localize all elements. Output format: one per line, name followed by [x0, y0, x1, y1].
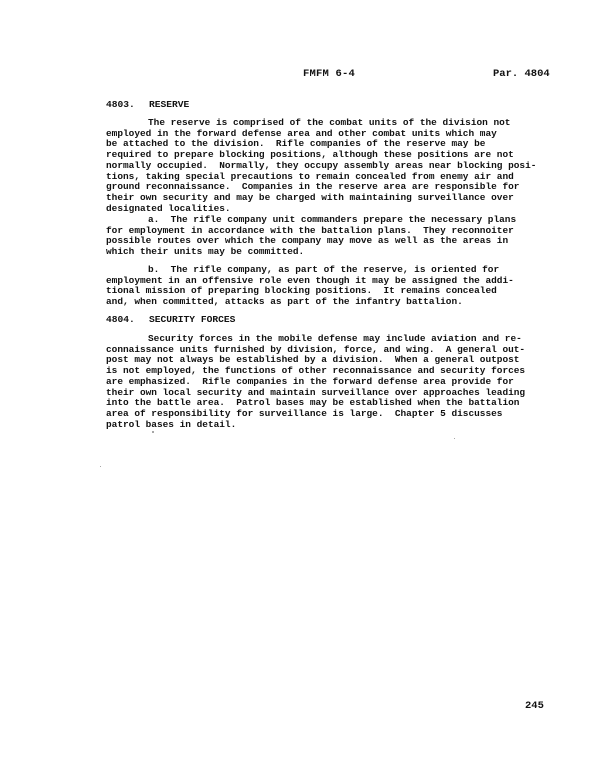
text-line: and, when committed, attacks as part of the infantry battalion. [106, 296, 463, 308]
text-line: be attached to the division. Rifle companies of the reserve may be [106, 138, 486, 150]
manual-header: FMFM 6-4 [303, 68, 356, 80]
text-line: a. The rifle company unit commanders prepare the necessary plans [148, 214, 517, 225]
section-title: RESERVE [149, 99, 190, 110]
page-number: 245 [525, 700, 544, 712]
text-line: tional mission of preparing blocking positions. It remains concealed [106, 285, 497, 297]
section-heading-reserve [106, 99, 189, 110]
text-line: possible routes over which the company may move as well as the areas in [106, 235, 509, 247]
paragraph-reference: Par. 4804 [493, 68, 550, 80]
section-heading-security-forces [106, 314, 235, 325]
text-line: area of responsibility for surveillance is large. Chapter 5 discusses [106, 407, 503, 419]
text-line: connaissance units furnished by division, force, and wing. A general out- [106, 343, 526, 355]
paragraph-security-forces [106, 334, 568, 430]
paragraph-reserve-a [106, 215, 568, 258]
text-line: tions, taking special precautions to remain concealed from enemy air and [106, 170, 514, 182]
section-number: 4804. [106, 314, 135, 325]
text-line: their own local security and maintain surveillance over approaches leading [106, 386, 526, 398]
text-line: normally occupied. Normally, they occupy assembly areas near blocking posi- [106, 159, 537, 171]
text-line: Security forces in the mobile defense may include aviation and re- [148, 333, 522, 344]
text-line: b. The rifle company, as part of the reserve, is oriented for [148, 264, 500, 275]
text-line: employment in an offensive role even though it may be assigned the addi- [106, 274, 514, 286]
section-number: 4803. [106, 99, 135, 110]
text-line: are emphasized. Rifle companies in the forward defense area provide for [106, 375, 514, 387]
text-line: is not employed, the functions of other reconnaissance and security forces [106, 365, 526, 377]
text-line: which their units may be committed. [106, 246, 305, 258]
text-line: their own security and may be charged with maintaining surveillance over [106, 191, 514, 203]
paragraph-reserve-intro [106, 118, 568, 214]
text-line: for employment in accordance with the battalion plans. They reconnoiter [106, 224, 514, 236]
scan-speck [100, 466, 101, 467]
text-line: The reserve is comprised of the combat units of the division not [148, 117, 511, 128]
section-title: SECURITY FORCES [149, 314, 236, 325]
text-line: ground reconnaissance. Companies in the reserve area are responsible for [106, 181, 520, 193]
text-line: required to prepare blocking positions, although these positions are not [106, 149, 514, 161]
scan-speck [454, 438, 455, 439]
text-line: designated localities. [106, 202, 231, 214]
text-line: post may not always be established by a division. When a general outpost [106, 354, 520, 366]
text-line: into the battle area. Patrol bases may be established when the battalion [106, 397, 520, 409]
text-line: employed in the forward defense area and other combat units which may [106, 127, 497, 139]
paragraph-reserve-b [106, 265, 568, 308]
text-line: patrol bases in detail. [106, 418, 237, 430]
scan-speck [152, 431, 154, 433]
